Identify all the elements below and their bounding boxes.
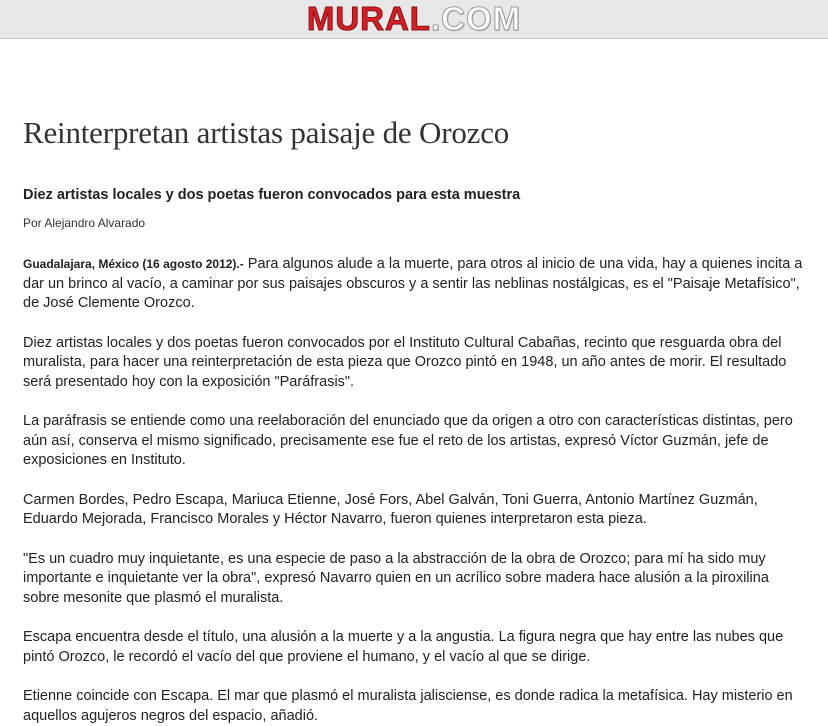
body-paragraph: Diez artistas locales y dos poetas fueron convocados por el Instituto Cultural Cabañas, recinto que resguarda obra del muralista, para hacer una reinterpretación de esta pieza que Orozco pintó en 1948, un año antes de morir. El resultado será presentado hoy con la exposición "Paráfrasis". — [23, 334, 787, 390]
logo-main-text: MURAL — [306, 0, 431, 37]
site-header — [0, 0, 828, 39]
body-paragraph: "Es un cuadro muy inquietante, es una especie de paso a la abstracción de la obra de Orozco; para mí ha sido muy importante e inquietante ver la obra", expresó Navarro quien en un acrílico sobre madera hace alusión a la piroxilina sobre mesonite que plasmó el muralista. — [23, 550, 769, 606]
lead-text: Para algunos alude a la muerte, para otros al inicio de una vida, hay a quienes incita a dar un brinco al vacío, a caminar por sus paisajes obscuros y a sentir las neblinas nostálgicas, es el "Paisaje Metafísico", de José Clemente Orozco. — [23, 256, 803, 311]
body-paragraph: Carmen Bordes, Pedro Escapa, Mariuca Etienne, José Fors, Abel Galván, Toni Guerra, Antonio Martínez Guzmán, Eduardo Mejorada, Francisco Morales y Héctor Navarro, fueron quienes interpretaron esta pieza. — [23, 491, 758, 527]
dateline: Guadalajara, México (16 agosto 2012).- — [23, 257, 244, 271]
article-subhead: Diez artistas locales y dos poetas fueron convocados para esta muestra — [23, 187, 521, 203]
body-paragraph: Etienne coincide con Escapa. El mar que plasmó el muralista jalisciense, es donde radica la metafísica. Hay misterio en aquellos agujeros negros del espacio, añadió. — [23, 688, 793, 724]
mural-logo[interactable] — [307, 0, 521, 38]
article — [0, 115, 828, 726]
article-body — [23, 255, 804, 726]
logo-suffix-text: .COM — [430, 0, 522, 37]
article-headline: Reinterpretan artistas paisaje de Orozco — [23, 115, 510, 150]
article-byline: Por Alejandro Alvarado — [23, 216, 146, 230]
body-paragraph: La paráfrasis se entiende como una reelaboración del enunciado que da origen a otro con características distintas, pero aún así, conserva el mismo significado, precisamente ese fue el reto de los artistas, expresó Víctor Guzmán, jefe de exposiciones en Instituto. — [23, 413, 793, 468]
lead-paragraph — [23, 255, 804, 314]
body-paragraph: Escapa encuentra desde el título, una alusión a la muerte y a la angustia. La figura negra que hay entre las nubes que pintó Orozco, le recordó el vacío del que proviene el humano, y el vacío al que se dirige. — [23, 629, 784, 665]
